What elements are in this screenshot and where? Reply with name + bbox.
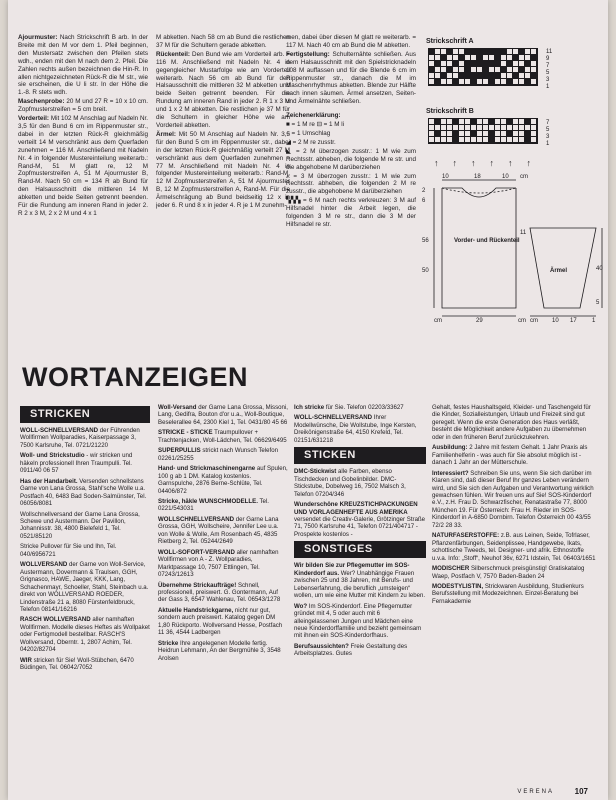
classified-ad xyxy=(20,561,150,613)
finishing-text xyxy=(286,34,416,106)
category-sonstiges: SONSTIGES xyxy=(294,541,426,558)
chart-row-number: 3 xyxy=(546,77,550,83)
legend-title: Zeichenerklärung: xyxy=(286,112,341,120)
chart-b-grid xyxy=(428,118,538,144)
classified-ad xyxy=(294,468,426,498)
instruction-paragraph-label: Fertigstellung: xyxy=(286,50,330,58)
instruction-paragraph-text: Den Bund wie am Vorderteil arb. = 116 M. Anschließend mit Nadeln Nr. 4 in gegengleicher Mustarfolge wie am Vorderteil weiterarb. Nach 56 cm ab Bund für den Halsausschnitt die mittleren 32 M abketten und beide Seiten getrennt beenden. Für die Rundung am inneren Rand in jeder 2. R 1 x 3 M und 1 x 2 M abketten. Die restlichen je 37 M für die Schultern in gleicher Höhe wie am Vorderteil abketten. xyxy=(156,50,290,129)
chart-cell xyxy=(531,137,537,143)
instruction-paragraph xyxy=(18,98,148,114)
chart-b-title: Strickschrift B xyxy=(426,108,474,115)
classified-ad xyxy=(20,427,150,449)
instruction-paragraph xyxy=(156,131,290,210)
classified-ad-text: Traumpullover + Trachtenjacken, Woll-Lädchen, Tel. 06629/6495 xyxy=(158,429,287,444)
ads-column-2 xyxy=(158,404,288,796)
classified-ad-text: Strickwaren Ausbildung, Studienkurs Berufsstellung mit Modezeichnen. Einzel-Beratung bei Fernakademie xyxy=(432,582,584,605)
classified-ad-text: stricken für Sie! Woll-Stübchen, 6470 Büdingen, Tel. 06042/7052 xyxy=(20,656,134,672)
magazine-page xyxy=(8,0,608,800)
bottom-unit-mid: cm xyxy=(518,318,526,322)
legend-item: ◣ = 2 M überzogen zusstr.: 1 M wie zum Rechtsstr. abheben, die folgende M re str. und die abgehobene M darüberziehen xyxy=(286,147,416,171)
classified-ad-label: WOLL-SOFORT-VERSAND xyxy=(158,548,235,556)
classified-ad xyxy=(158,429,288,444)
classified-ad-text: - wir stricken und häkeln professionell Ihren Traumpulli. Tel. 0911/40 06 57 xyxy=(20,452,133,475)
classified-ad xyxy=(158,404,288,426)
classified-ad-label: Stricke, häkle WUNSCHMODELLE. xyxy=(158,497,258,505)
classified-ad-text: der Führenden Wollfirmen Wollparadies, Kaiserpassage 3, 7500 Karlsruhe, Tel. 0721/21220 xyxy=(20,427,140,449)
classified-ad-text: aller namhaften Wollfirmen von A - Z. Wollparadies, Marktpassage 10, 7507 Ettlingen, Tel. 07243/12613 xyxy=(158,548,279,579)
chart-a-grid xyxy=(428,48,538,86)
classified-ad-label: NATURFASERSTOFFE: xyxy=(432,532,500,540)
chart-row-number: 9 xyxy=(546,56,550,62)
classified-ad-label: WOLL-SCHNELLVERSAND xyxy=(20,427,99,434)
classified-ad-text: Tel. 0221/543031 xyxy=(158,497,269,513)
page-title: WORTANZEIGEN xyxy=(22,362,248,392)
classified-ad-text: Versenden schnellstens Garne von Lana Grossa, Stahl'sche Wolle u.a. Postfach 40, 6483 Bad Soden-Salmünster, Tel. 06056/8081 xyxy=(20,477,147,508)
classified-ad-label: DMC-Stickwist xyxy=(294,468,337,476)
front-back-label: Vorder- und Rückenteil xyxy=(454,238,520,244)
chart-a-row-numbers xyxy=(546,49,552,91)
instruction-paragraph-text: 20 M und 27 R = 10 x 10 cm. Zopfmusterstreifen = 5 cm breit. xyxy=(18,98,148,114)
instruction-paragraph-text: Nach Strickschrift B arb. In der Breite mit den M vor dem 1. Pfeil beginnen, den Mustersatz zwischen den Pfeilen stets wdh., enden mit den M nach dem 2. Pfeil. Die Zahlen rechts außen bezeichnen die Hin-R. In allen nichtgezeichneten Rück-R die M str., wie sie erscheinen, die U li str. In der Höhe die 1.-8. R stets wdh. xyxy=(18,34,148,97)
classified-ad-label: Berufsaussichten? xyxy=(294,642,349,650)
classified-ad-text: für Sie. Telefon 02203/33627 xyxy=(325,404,404,411)
instruction-paragraph-label: Maschenprobe: xyxy=(18,98,65,106)
classified-ad xyxy=(158,465,288,495)
classified-ad-label: Übernehme Strickaufträge! xyxy=(158,581,237,589)
page-number: 107 xyxy=(574,787,588,796)
classified-ad xyxy=(432,583,596,605)
top-measure-2: 18 xyxy=(474,174,481,180)
instruction-paragraph xyxy=(156,51,290,130)
instructions-column-3 xyxy=(286,34,416,334)
instruction-paragraph-label: Vorderteil: xyxy=(18,115,50,123)
classified-ad-label: WIR xyxy=(20,656,32,664)
bottom-width-front: 29 xyxy=(476,318,483,322)
classified-ad xyxy=(158,498,288,513)
classified-ad-text: 2 Jahre mit festem Gehalt. 1 Jahr Praxis als Familienhelferin - was auch für Sie absolut möglich ist - danach 1 Jahr an der Mütterschule. xyxy=(432,444,588,467)
classified-ad-text: Freie Gestaltung des Arbeitsplatzes. Gutes xyxy=(294,642,408,658)
classified-ad-label: Woll- und Strickstudio xyxy=(20,452,85,460)
classified-ad-text: Schreiben Sie uns, wenn Sie sich darüber im Klaren sind, daß dieser Beruf Ihr ganzes Leben verändern wird, und Sie sich den Aufgaben und Verantwortung wirklich gewachsen fühlen. Wir freuen uns auf Sie! SOS-Kinderdorf e.V., z.H. Frau D. Schwarzfischer, Renatastraße 77, 8000 München 19. Für Österreich: Frau H. Rieder im SOS-Kinderdorf in A-6850 Dornbirn. Telefon Österreich 00 43/55 72/2 28 33. xyxy=(432,469,594,529)
classified-ad-label: Wir bilden Sie zur Pflegemutter im SOS-Kinderdorf aus. xyxy=(294,562,410,577)
classified-ad xyxy=(158,640,288,662)
sleeve-bottom-1: 10 xyxy=(552,318,559,322)
classified-ad xyxy=(294,501,426,538)
left-measure-1: 2 xyxy=(422,188,426,194)
classified-ad-label: Aktuelle Handstrickgarne, xyxy=(158,606,234,614)
legend-item: ◢ = 2 M re zusstr. xyxy=(286,138,336,146)
neckline xyxy=(442,188,516,197)
ads-column-1 xyxy=(20,404,150,796)
chart-row-number: 1 xyxy=(546,141,550,147)
chart-cell xyxy=(531,79,537,85)
chart-row-number: 5 xyxy=(546,70,550,76)
classified-ad-text: der Garne Lana Grossa, Missoni, Lang, Gedifra, Bouton d'or u.a., Woll-Boutique, Beselerallee 64, 2300 Kiel 1, Tel. 0431/80 45 66 xyxy=(158,404,288,426)
classified-ad xyxy=(20,478,150,508)
classified-ad-label: Ich stricke xyxy=(294,404,325,411)
legend-item: ▚▚▚ = 6 M nach rechts verkreuzen: 3 M auf Hilfsnadel hinter die Arbeit legen, die folgenden 3 M re str., dann die 3 M der Hilfsnadel re str. xyxy=(286,197,416,228)
instruction-paragraph-label: Ajourmuster: xyxy=(18,34,58,41)
instruction-paragraph xyxy=(18,34,148,97)
classified-ad xyxy=(20,657,150,672)
classified-ad-text: der Garne von Woll-Service, Austermann, Dovermann & Traulsen, GGH, Grignasco, HAWE, Jaeger, KKK, Lang, Schachenmayr, Schoeller, Stahl, Steinbach u.a. direkt von WOLLVERSAND ROEDER, Lindenstraße 21 a, 8080 Fürstenfeldbruck, Telefon 08141/16216 xyxy=(20,561,149,613)
top-measure-unit: cm xyxy=(520,174,528,180)
classified-ad-label: Ausbildung: xyxy=(432,444,468,452)
knitting-charts xyxy=(420,34,608,327)
instruction-paragraph-text: M abketten. Nach 58 cm ab Bund die restlichen 37 M für die Schultern gerade abketten. xyxy=(156,34,290,49)
legend-item: ⩚ = 3 M überzogen zusstr.: 1 M wie zum Rechtsstr. abheben, die folgenden 2 M re zusstr., die abgehobene M darüberziehen xyxy=(286,172,416,196)
sleeve-measure-1: 11 xyxy=(520,230,527,236)
classified-ad-text: Ihre angelegenen Modelle fertig. Heidrun Lehmann, An der Bergmühle 3, 3548 Arolsen xyxy=(158,639,281,662)
classified-ad xyxy=(432,444,596,466)
classified-ad-text: Gehalt, festes Haushaltsgeld, Kleider- und Taschengeld für die Kinder, Sozialleistungen, Urlaub und Freizeit sind gut geregelt. Wenn die erste Generation des Haus verläßt, besteht die Möglichkeit andere Aufgaben zu übernehmen oder in den früheren Beruf zurückzukehren. xyxy=(432,404,591,441)
classified-ad xyxy=(158,516,288,546)
sleeve-bottom-2: 17 xyxy=(570,318,577,322)
classified-ad xyxy=(432,565,596,580)
classified-ad xyxy=(20,543,150,558)
classified-ad-label: WOLL-SCHNELLVERSAND xyxy=(294,414,373,422)
magazine-brand: VERENA xyxy=(517,789,554,795)
instruction-paragraph xyxy=(286,51,416,106)
instruction-paragraph-text: Mit 50 M Anschlag auf Nadeln Nr. 3,5 für den Bund 5 cm im Rippenmuster str., dabei in der letzten Rück-R gleichmäßig verteilt 27 M verschränkt aus dem Querfaden zunehmen = 77 M. Anschließend mit Nadeln Nr. 4 in folgender Mustereinteilung weiterarb.: Rand-M, 12 M Zopfmusterstreifen A, 51 M Ajourmuster B, 12 M Zopfmusterstreifen A, Rand-M. Für die Ärmelschrägung ab Bund beidseitig 12 x in jeder 6. R und 8 x in jeder 4. R je 1 M zunehm- xyxy=(156,130,290,210)
top-measure-1: 10 xyxy=(442,174,449,180)
category-sticken: STICKEN xyxy=(294,447,426,464)
instruction-paragraph-text: Mit 102 M Anschlag auf Nadeln Nr. 3,5 für den Bund 6 cm im Rippenmuster str., dabei in der letzten Rück-R gleichmäßig verteilt 14 M verschränkt aus dem Querfaden zunehmen = 116 M. Anschließend mit Nadeln Nr. 4 in folgender Mustereinteilung weiterarb.: Rand-M, 51 M glatt re, 12 M Zopfmusterstreifen A, 51 M Ajourmuster B, Rand-M. Nach 50 cm = 134 R ab Bund für den Halsausschnitt die mittleren 14 M abketten und beide Seiten getrennt beenden. Für die Rundung am inneren Rand in jeder 2. R 2 x 3 M, 2 x 2 M und 4 x 1 xyxy=(18,115,148,217)
classified-ad-text: Silberschmuck preisgünstig! Gratiskatalog Waep, Postfach V, 7570 Baden-Baden 24 xyxy=(432,565,585,580)
left-measure-3: 56 xyxy=(422,238,429,244)
chart-row-number: 7 xyxy=(546,120,550,126)
classified-ad-text: der Garne Lana Grossa, GGH, Wollscheire, Jennifer Lee u.a. von Wolle & Wolle, Am Rosenbach 45, 4835 Rietberg 2, Tel. 05244/2649 xyxy=(158,515,279,546)
classified-ad-label: RASCH WOLLVERSAND xyxy=(20,616,91,624)
classified-ad-label: Hand- und Strickmaschinengarne xyxy=(158,465,256,473)
instruction-paragraph xyxy=(18,115,148,218)
classified-ad xyxy=(158,607,288,637)
chart-row-number: 11 xyxy=(546,49,553,55)
chart-row-number: 3 xyxy=(546,134,550,140)
chart-row-number: 5 xyxy=(546,127,550,133)
classified-ad xyxy=(294,562,426,599)
instruction-paragraph-text: Schulternähte schließen. Aus dem Halsausschnitt mit den Spielstricknadeln 108 M auffassen und für die Blende 6 cm im Rippenmuster str., danach die M im Maschenrhythmus abketten. Blende zur Hälfte nach innen säumen. Ärmel ansetzen, Seiten- und Ärmelnähte schließen. xyxy=(286,50,416,106)
symbol-legend xyxy=(286,121,416,229)
chart-row-number: 1 xyxy=(546,84,550,90)
instruction-paragraph-label: Rückenteil: xyxy=(156,50,190,58)
top-measure-3: 10 xyxy=(502,174,509,180)
classified-ad-label: Stricke xyxy=(158,639,179,647)
garment-schematic xyxy=(420,172,608,322)
classified-ad xyxy=(158,582,288,604)
sleeve-measure-3: 5 xyxy=(596,300,600,306)
classified-ad xyxy=(20,511,150,541)
classified-ad-label: MODISCHER xyxy=(432,565,470,573)
classified-ad xyxy=(158,549,288,579)
classified-ad xyxy=(20,452,150,474)
classified-ad-label: Interessiert? xyxy=(432,469,469,477)
ads-column-3 xyxy=(294,404,426,796)
legend-item: ■ = 1 M re ⊟ = 1 M li xyxy=(286,121,345,129)
classified-ad-text: versendet die Creativ-Galerie, Grötzinger Straße 71, 7500 Karlsruhe 41, Telefon 0721/404717 - Prospekte kostenlos - xyxy=(294,515,426,538)
classified-ad xyxy=(432,404,596,441)
sleeve-bottom-unit: cm xyxy=(530,318,538,322)
classified-ad-text: Stricke Pullover für Sie und Ihn, Tel. 040/6956721 xyxy=(20,543,117,558)
bottom-unit-left: cm xyxy=(434,318,442,322)
classified-ad-label: WOLLVERSAND xyxy=(20,561,68,569)
classified-ad xyxy=(432,532,596,562)
sleeve-label: Ärmel xyxy=(550,268,568,274)
classified-ad-text: alle Farben, ebenso Tischdecken und Gobelinbilder. DMC-Stickstube, Dobelweg 16, 7502 Malsch 3, Telefon 07204/346 xyxy=(294,468,406,498)
instruction-paragraph xyxy=(286,34,416,50)
chart-b-arrows: ↑↑↑↑↑↑ xyxy=(434,158,545,168)
classified-ad xyxy=(158,447,288,462)
classified-ad-text: strickt nach Wunsch Telefon 02261/25255 xyxy=(158,447,279,462)
classified-ad-label: MODESTYLISTIN, xyxy=(432,582,484,590)
classified-ad xyxy=(432,470,596,530)
classified-ad-label: Has der Handarbeit. xyxy=(20,477,78,485)
instruction-paragraph xyxy=(156,34,290,50)
classified-ad xyxy=(294,643,426,658)
chart-a-title: Strickschrift A xyxy=(426,38,474,45)
classified-ad-text: Ihrer Modellwünsche, Die Wollstube, Inge Kersten, Dreikönigenstraße 64, 4150 Krefeld, Tel. 02151/631218 xyxy=(294,414,417,444)
left-measure-4: 50 xyxy=(422,268,429,274)
sleeve-bottom-3: 1 xyxy=(592,318,596,322)
instructions-column-1 xyxy=(18,34,148,334)
classified-ad xyxy=(20,616,150,653)
classified-ad-text: z.B. aus Leinen, Seide, Tofrlaser, Pflanzenfärbungen, Seidenplissee, Handgewebe, Ikats, schottische Tweeds, tel. Designer- und afrik. Ethnostoffe u.v.a. Info: „Stoff“, Neuhof 36v, 6271 Idstein, Tel. 06403/1651 xyxy=(432,532,596,562)
classified-ad-label: WOLLSCHNELLVERSAND xyxy=(158,515,235,523)
chart-b-row-numbers xyxy=(546,120,549,148)
classified-ad-label: Wo? xyxy=(294,602,308,610)
classified-ad-label: Wunderschöne KREUZSTICHPACKUNGEN UND VORLAGENHEFTE AUS AMERIKA xyxy=(294,501,418,516)
instructions-column-2 xyxy=(156,34,290,334)
classified-ad xyxy=(294,414,426,444)
classified-ad xyxy=(294,404,426,411)
classified-ad-text: Wollschnellversand der Garne Lana Grossa, Schewe und Austermann. Der Pavillon, Johannisstr. 38, 4800 Bielefeld 1, Tel. 0521/85120 xyxy=(20,510,140,540)
classified-ad-label: Woll-Versand xyxy=(158,404,197,411)
classified-ad-text: Wer? Unabhängige Frauen zwischen 25 und 38 Jahren, mit Berufs- und Lebenserfahrung, die beruflich „umsteigen“ wollen, um wie eine Mutter mit Kindern zu leben. xyxy=(294,569,426,600)
classified-ad-label: SUPERPULLIS xyxy=(158,447,201,455)
classified-ad xyxy=(294,603,426,640)
chart-row-number: 7 xyxy=(546,63,550,69)
classified-ad-text: Im SOS-Kinderdorf. Eine Pflegemutter gründet mit 4, 5 oder auch mit 6 alleingelassenen Jungen und Mädchen eine neue Kinderdorffamilie und bezieht gemeinsam mit ihnen ein SOS-Kinderdorfhaus. xyxy=(294,602,422,640)
instruction-paragraph-label: Ärmel: xyxy=(156,130,176,138)
legend-item: ○ = 1 Umschlag xyxy=(286,129,331,137)
classified-ad-text: Schnell, professionell, preiswert. G. Gontermann, Auf der Gass 3, 6547 Wahlenau, Tel. 06543/1278 xyxy=(158,581,281,604)
instruction-paragraph-text: men, dabei über diesen M glatt re weiterarb. = 117 M. Nach 40 cm ab Bund die M abketten. xyxy=(286,34,416,49)
category-stricken: STRICKEN xyxy=(20,406,150,423)
classified-ad-text: aller namhaften Wollfirmen. Modelle dieses Heftes als Wollpaket oder Fertigmodell bestellbar. RASCH'S Wollversand, Oberntr. 1, 2807 Achim, Tel. 04202/82704 xyxy=(20,616,150,654)
front-back-outline xyxy=(442,188,516,308)
classified-ad-text: nicht nur gut, sondern auch preiswert. Katalog gegen DM 1,80 Rückporto. Wollversand Hesse, Postfach 11 36, 4544 Ladbergen xyxy=(158,606,283,637)
left-measure-2: 6 xyxy=(422,198,426,204)
ads-column-4 xyxy=(432,404,596,786)
classified-ad-text: auf Spulen, 100 g ab 1 DM. Katalog kostenlos. Garnspulche, 2876 Berne-Schlüte, Tel. 04406/872 xyxy=(158,465,288,495)
classified-ad-label: STRICKE - STICKE xyxy=(158,429,213,437)
sleeve-measure-2: 40 xyxy=(596,266,603,272)
